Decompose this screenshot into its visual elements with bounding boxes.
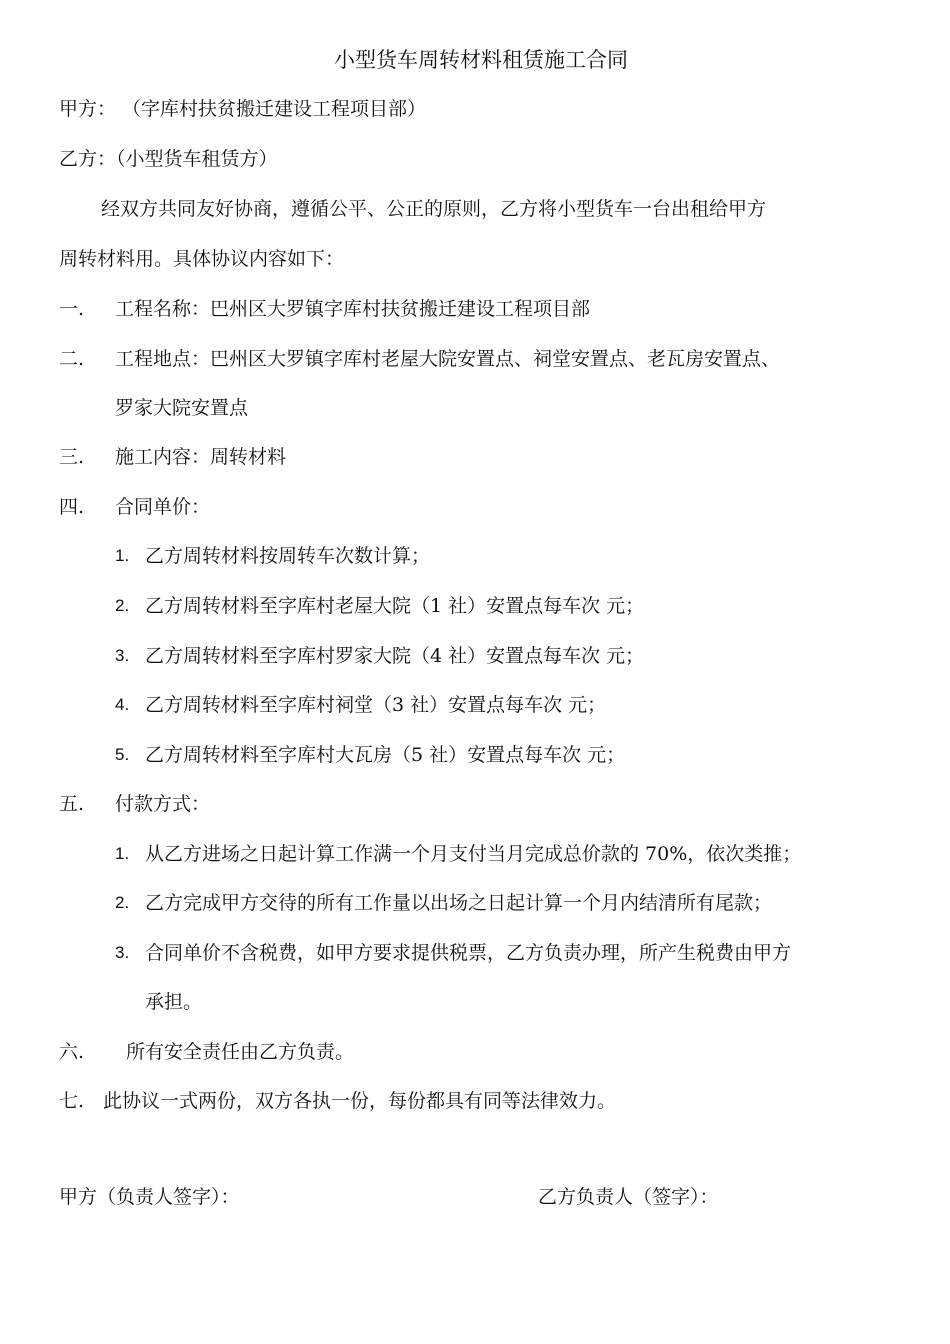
section-6-text: 所有安全责任由乙方负责。 xyxy=(126,1041,355,1063)
section-2-text-line-2: 罗家大院安置点 xyxy=(115,397,249,419)
intro-paragraph-line-2: 周转材料用。具体协议内容如下： xyxy=(59,248,345,270)
section-4-text: 合同单价： xyxy=(115,496,211,518)
party-a-line: 甲方： （字库村扶贫搬迁建设工程项目部） xyxy=(59,98,427,120)
list-item-number: 2. xyxy=(115,893,130,912)
list-item-number: 1. xyxy=(115,546,130,565)
list-item-number: 2. xyxy=(115,596,130,615)
section-4-number: 四. xyxy=(59,496,85,518)
list-item-text: 乙方周转材料至字库村罗家大院（4 社）安置点每车次 元； xyxy=(145,645,645,667)
section-7-text: 此协议一式两份，双方各执一份，每份都具有同等法律效力。 xyxy=(103,1090,617,1112)
section-3-number: 三. xyxy=(59,446,85,468)
list-item-number: 4. xyxy=(115,695,130,714)
list-item-number: 1. xyxy=(115,844,130,863)
party-b-signature-label: 乙方负责人（签字）： xyxy=(538,1186,719,1208)
section-7-number: 七. xyxy=(59,1090,85,1112)
section-6-number: 六. xyxy=(59,1041,85,1063)
list-item-number: 5. xyxy=(115,745,130,764)
list-item-text: 乙方周转材料至字库村祠堂（3 社）安置点每车次 元； xyxy=(145,694,607,716)
section-5-text: 付款方式： xyxy=(115,793,211,815)
list-item-text: 从乙方进场之日起计算工作满一个月支付当月完成总价款的 70%，依次类推； xyxy=(145,843,802,865)
section-2-text-line-1: 工程地点：巴州区大罗镇字库村老屋大院安置点、祠堂安置点、老瓦房安置点、 xyxy=(115,348,781,370)
list-item-text: 乙方周转材料至字库村老屋大院（1 社）安置点每车次 元； xyxy=(145,595,645,617)
section-3-text: 施工内容：周转材料 xyxy=(115,446,287,468)
intro-paragraph-line-1: 经双方共同友好协商，遵循公平、公正的原则，乙方将小型货车一台出租给甲方 xyxy=(101,198,767,220)
list-item-continuation: 承担。 xyxy=(145,991,203,1013)
party-b-line: 乙方：（小型货车租赁方） xyxy=(59,148,278,170)
list-item-number: 3. xyxy=(115,943,130,962)
section-1-text: 工程名称：巴州区大罗镇字库村扶贫搬迁建设工程项目部 xyxy=(115,298,591,320)
list-item-text: 乙方周转材料至字库村大瓦房（5 社）安置点每车次 元； xyxy=(145,744,626,766)
page-title: 小型货车周转材料租赁施工合同 xyxy=(334,48,628,72)
list-item-number: 3. xyxy=(115,646,130,665)
section-1-number: 一. xyxy=(59,298,85,320)
list-item-text: 乙方完成甲方交待的所有工作量以出场之日起计算一个月内结清所有尾款； xyxy=(145,892,773,914)
section-2-number: 二. xyxy=(59,348,85,370)
list-item-text: 乙方周转材料按周转车次数计算； xyxy=(145,545,431,567)
list-item-text: 合同单价不含税费，如甲方要求提供税票，乙方负责办理，所产生税费由甲方 xyxy=(145,942,792,964)
party-a-signature-label: 甲方（负责人签字）： xyxy=(59,1186,240,1208)
section-5-number: 五. xyxy=(59,793,85,815)
